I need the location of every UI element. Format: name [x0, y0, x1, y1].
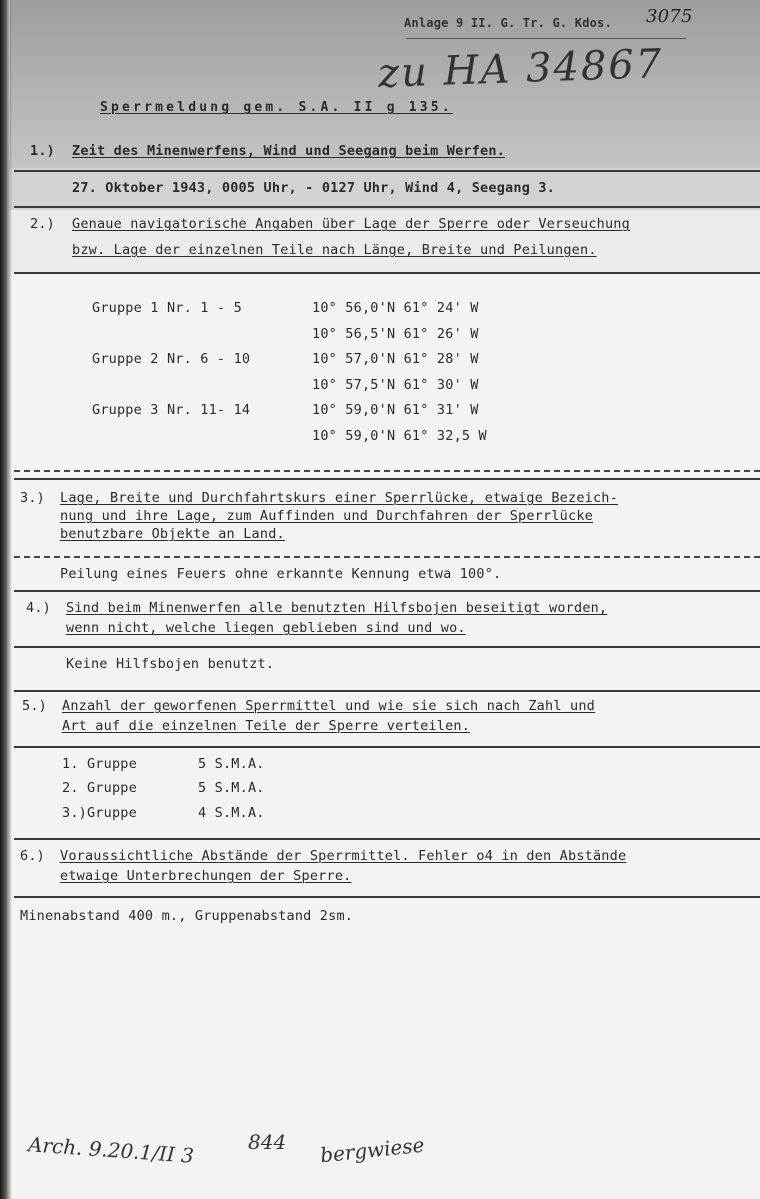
item-1-label: 1. Gruppe — [62, 756, 137, 772]
document-title: Sperrmeldung gem. S.A. II g 135. — [100, 100, 453, 115]
divider — [14, 272, 760, 274]
footer-archive-note: Arch. 9.20.1/II 3 — [27, 1132, 195, 1168]
group-1-coordinate-1: 10° 56,0'N 61° 24' W — [312, 300, 479, 316]
section-4-question-line-1: Sind beim Minenwerfen alle benutzten Hilfsbojen beseitigt worden, — [66, 600, 608, 616]
footer-number: 844 — [248, 1130, 287, 1154]
section-1-question: Zeit des Minenwerfens, Wind und Seegang beim Werfen. — [72, 143, 506, 159]
group-2-label: Gruppe 2 Nr. 6 - 10 — [92, 351, 251, 367]
divider — [14, 470, 760, 472]
group-2-coordinate-1: 10° 57,0'N 61° 28' W — [312, 351, 479, 367]
section-6-question-line-1: Voraussichtliche Abstände der Sperrmittel. Fehler o4 in den Abstände — [60, 848, 627, 864]
section-6-number: 6.) — [20, 848, 45, 864]
divider — [14, 206, 760, 208]
handwritten-reference: zu HA 34867 — [377, 41, 664, 97]
section-6-answer: Minenabstand 400 m., Gruppenabstand 2sm. — [20, 908, 354, 924]
stamp-number: 3075 — [646, 6, 693, 27]
section-4-number: 4.) — [26, 600, 51, 616]
section-2-number: 2.) — [30, 216, 55, 232]
item-1-value: 5 S.M.A. — [198, 756, 265, 772]
group-1-label: Gruppe 1 Nr. 1 - 5 — [92, 300, 242, 316]
stamp-reference: Anlage 9 II. G. Tr. G. Kdos. — [404, 16, 612, 30]
item-2-label: 2. Gruppe — [62, 780, 137, 796]
section-2-question-line-2: bzw. Lage der einzelnen Teile nach Länge, Breite und Peilungen. — [72, 242, 597, 258]
section-3-question-line-1: Lage, Breite und Durchfahrtskurs einer Sperrlücke, etwaige Bezeich- — [60, 490, 618, 506]
section-2-question-line-1: Genaue navigatorische Angaben über Lage der Sperre oder Verseuchung — [72, 216, 630, 232]
section-3-question-line-2: nung und ihre Lage, zum Auffinden und Durchfahren der Sperrlücke — [60, 508, 593, 524]
section-1-answer: 27. Oktober 1943, 0005 Uhr, - 0127 Uhr, Wind 4, Seegang 3. — [72, 180, 556, 196]
section-3-number: 3.) — [20, 490, 45, 506]
footer-signature: bergwiese — [319, 1132, 426, 1168]
divider — [14, 896, 760, 898]
group-3-label: Gruppe 3 Nr. 11- 14 — [92, 402, 251, 418]
divider — [14, 556, 760, 558]
divider — [14, 690, 760, 692]
item-3-label: 3.)Gruppe — [62, 805, 137, 821]
section-5-question-line-1: Anzahl der geworfenen Sperrmittel und wie sie sich nach Zahl und — [62, 698, 595, 714]
divider — [14, 170, 760, 172]
divider — [14, 838, 760, 840]
section-3-question-line-3: benutzbare Objekte an Land. — [60, 526, 285, 542]
group-1-coordinate-2: 10° 56,5'N 61° 26' W — [312, 326, 479, 342]
section-5-question-line-2: Art auf die einzelnen Teile der Sperre verteilen. — [62, 718, 471, 734]
divider — [14, 590, 760, 592]
group-2-coordinate-2: 10° 57,5'N 61° 30' W — [312, 377, 479, 393]
stamp-underline — [406, 38, 686, 39]
item-3-value: 4 S.M.A. — [198, 805, 265, 821]
section-4-answer: Keine Hilfsbojen benutzt. — [66, 656, 275, 672]
section-6-question-line-2: etwaige Unterbrechungen der Sperre. — [60, 868, 352, 884]
section-4-question-line-2: wenn nicht, welche liegen geblieben sind und wo. — [66, 620, 466, 636]
divider — [14, 478, 760, 480]
divider — [14, 646, 760, 648]
section-3-answer: Peilung eines Feuers ohne erkannte Kennung etwa 100°. — [60, 566, 502, 582]
divider — [14, 746, 760, 748]
item-2-value: 5 S.M.A. — [198, 780, 265, 796]
scan-edge-shadow — [0, 0, 12, 1199]
group-3-coordinate-2: 10° 59,0'N 61° 32,5 W — [312, 428, 487, 444]
section-1-number: 1.) — [30, 143, 55, 159]
group-3-coordinate-1: 10° 59,0'N 61° 31' W — [312, 402, 479, 418]
section-5-number: 5.) — [22, 698, 47, 714]
